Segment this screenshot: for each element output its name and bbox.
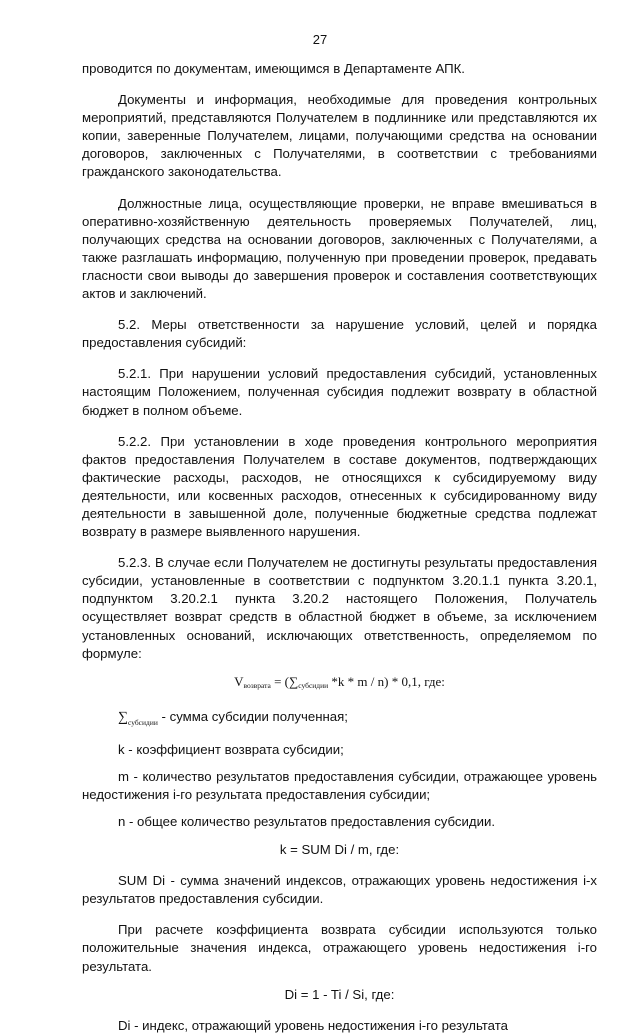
definition-sum-subsidy: $\sum_{субсидии}$ - сумма субсидии полученная; xyxy=(118,708,348,727)
definition-n: n - общее количество результатов предоставления субсидии. xyxy=(118,813,495,829)
sigma-symbol: $\sum_{субсидии}$ xyxy=(118,709,158,727)
paragraph-continuation: проводится по документам, имеющимся в Департаменте АПК. xyxy=(82,61,465,76)
definition-sum-di: SUM Di - сумма значений индексов, отражающих уровень недостижения i-х результатов предоставления субсидии. xyxy=(82,873,597,907)
paragraph-5-2-3: 5.2.3. В случае если Получателем не достигнуты результаты предоставления субсидии, установленные в соответствии с подпунктом 3.20.1.1 пункта 3.20.1, подпунктом 3.20.2.1 пункта 3.20.2 настоящего Положения, Получатель осуществляет возврат средств в областной бюджет в объеме, за исключением установленных оснований, исключающих ответственность, определяемом по формуле: xyxy=(82,555,597,661)
paragraph-documents: Документы и информация, необходимые для проведения контрольных мероприятий, представляются Получателем в подлиннике или представляются их копии, заверенные Получателем, лицами, получающими средства на основании договоров, заключенных с Получателями, в соответствии с требованиями гражданского законодательства. xyxy=(82,92,597,180)
paragraph-officials: Должностные лица, осуществляющие проверки, не вправе вмешиваться в оперативно-хозяйственную деятельность проверяемых Получателей, лиц, получающих средства на основании договоров, заключенных с Получателями, а также разглашать информацию, полученную при проведении проверок, предавать гласности свои выводы до завершения проверок и составления соответствующих актов и заключений. xyxy=(82,195,597,302)
paragraph-5-2-1: 5.2.1. При нарушении условий предоставления субсидий, установленных настоящим Положением, полученная субсидия подлежит возврату в областной бюджет в полном объеме. xyxy=(82,366,597,418)
formula-return-volume: $V_{возврата} = (\sum_{субсидии}$ *k * m / n) * 0,1, где: xyxy=(234,673,445,690)
page-number: 27 xyxy=(312,32,328,47)
paragraph-5-2-2: 5.2.2. При установлении в ходе проведения контрольного мероприятия фактов предоставления Получателем в составе документов, подтверждающих фактические расходы, расходов, не относящихся к субсидируемому виду деятельности, или косвенных расходов, отнесенных к субсидированному виду деятельности в завышенной доле, полученные бюджетные средства подлежат возврату в размере выявленного нарушения. xyxy=(82,433,597,540)
formula-k: k = SUM Di / m, где: xyxy=(279,842,400,858)
document-body xyxy=(82,60,597,1035)
definition-m: m - количество результатов предоставления субсидии, отражающее уровень недостижения i-го результата предоставления субсидии; xyxy=(82,768,597,802)
definition-k: k - коэффициент возврата субсидии; xyxy=(118,741,344,757)
paragraph-5-2: 5.2. Меры ответственности за нарушение условий, целей и порядка предоставления субсидий: xyxy=(82,317,597,351)
paragraph-positive-values: При расчете коэффициента возврата субсидии используются только положительные значения индекса, отражающего уровень недостижения i-го результата. xyxy=(82,922,597,974)
definition-di: Di - индекс, отражающий уровень недостижения i-го результата xyxy=(118,1017,508,1033)
formula-di: Di = 1 - Ti / Si, где: xyxy=(284,986,395,1002)
